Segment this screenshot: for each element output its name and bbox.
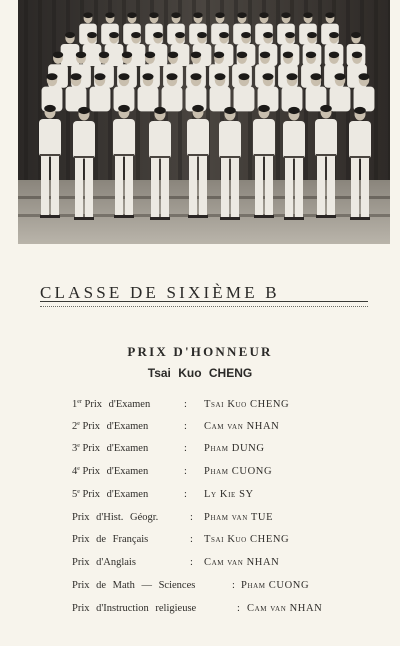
award-label bbox=[72, 603, 196, 614]
award-label bbox=[72, 534, 148, 545]
award-row bbox=[0, 399, 400, 419]
award-rank-suffix: er bbox=[77, 399, 82, 405]
award-rank: 2 bbox=[72, 421, 78, 432]
award-row bbox=[0, 421, 400, 441]
award-rank: 5 bbox=[72, 489, 78, 500]
award-separator: : bbox=[184, 443, 187, 454]
award-label bbox=[72, 399, 150, 410]
award-winner: Pham CUONG bbox=[241, 580, 310, 591]
award-row bbox=[0, 580, 400, 600]
award-separator: : bbox=[190, 557, 193, 568]
award-winner: Cam van NHAN bbox=[204, 557, 280, 568]
award-separator: : bbox=[184, 489, 187, 500]
award-row bbox=[0, 466, 400, 486]
award-separator: : bbox=[184, 399, 187, 410]
prize-heading: PRIX D'HONNEUR bbox=[127, 344, 273, 359]
award-row bbox=[0, 534, 400, 554]
class-group-photo bbox=[18, 0, 390, 244]
award-rank: 3 bbox=[72, 443, 78, 454]
award-label bbox=[72, 489, 148, 500]
award-winner: Pham CUONG bbox=[204, 466, 273, 477]
award-row bbox=[0, 443, 400, 463]
award-title: Prix de Français bbox=[72, 534, 149, 545]
award-winner: Ly Kie SY bbox=[204, 489, 254, 500]
award-separator: : bbox=[184, 466, 187, 477]
award-rank: 4 bbox=[72, 466, 78, 477]
award-separator: : bbox=[190, 534, 193, 545]
award-row bbox=[0, 557, 400, 577]
award-label bbox=[72, 557, 136, 568]
award-winner: Tsai Kuo CHENG bbox=[204, 399, 290, 410]
prize-winner: Tsai Kuo CHENG bbox=[147, 366, 253, 380]
award-row bbox=[0, 512, 400, 532]
award-row bbox=[0, 489, 400, 509]
award-title: Prix d'Examen bbox=[82, 489, 149, 500]
award-separator: : bbox=[237, 603, 240, 614]
award-title: Prix de Math — Sciences bbox=[72, 580, 196, 591]
award-title: Prix d'Examen bbox=[82, 421, 149, 432]
award-separator: : bbox=[190, 512, 193, 523]
award-title: Prix d'Hist. Géogr. bbox=[72, 512, 159, 523]
award-rank-suffix: e bbox=[77, 421, 80, 427]
award-title: Prix d'Examen bbox=[82, 466, 149, 477]
award-label bbox=[72, 421, 148, 432]
award-separator: : bbox=[184, 421, 187, 432]
award-label bbox=[72, 580, 195, 591]
award-row bbox=[0, 603, 400, 623]
award-title: Prix d'Anglais bbox=[72, 557, 136, 568]
award-title: Prix d'Examen bbox=[84, 399, 151, 410]
award-winner: Cam van NHAN bbox=[204, 421, 280, 432]
class-title: CLASSE DE SIXIÈME B bbox=[40, 283, 280, 302]
award-label bbox=[72, 443, 148, 454]
award-rank-suffix: e bbox=[77, 443, 80, 449]
award-rank: 1 bbox=[72, 399, 78, 410]
award-title: Prix d'Examen bbox=[82, 443, 149, 454]
award-winner: Tsai Kuo CHENG bbox=[204, 534, 290, 545]
award-label bbox=[72, 512, 158, 523]
award-separator: : bbox=[232, 580, 235, 591]
award-rank-suffix: e bbox=[77, 489, 80, 495]
award-winner: Pham DUNG bbox=[204, 443, 265, 454]
title-underline bbox=[40, 301, 368, 307]
award-winner: Cam van NHAN bbox=[247, 603, 323, 614]
award-winner: Pham van TUE bbox=[204, 512, 274, 523]
award-label bbox=[72, 466, 148, 477]
award-rank-suffix: e bbox=[77, 466, 80, 472]
award-title: Prix d'Instruction religieuse bbox=[72, 603, 197, 614]
